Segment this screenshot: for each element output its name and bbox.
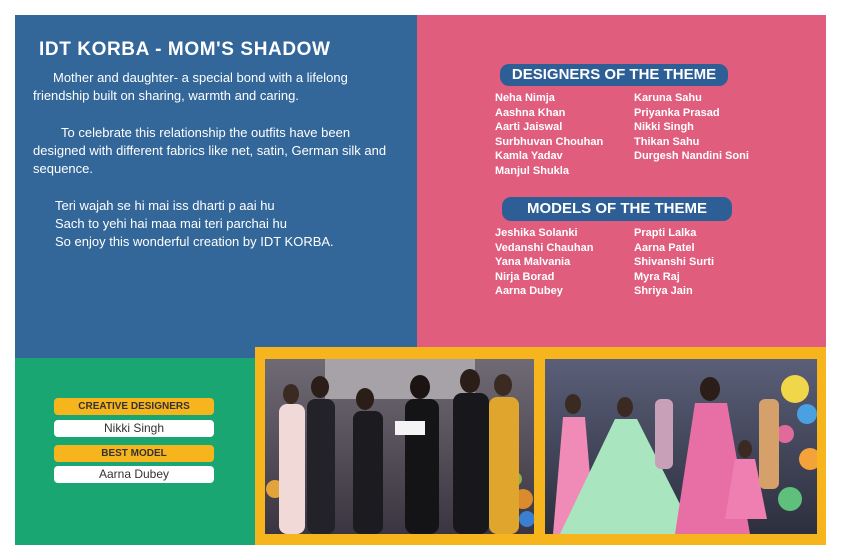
- runway-photo: [545, 359, 817, 534]
- awards-panel: [15, 358, 255, 545]
- creative-designers-name: Nikki Singh: [54, 420, 214, 437]
- designer-name: Neha Nimja: [495, 92, 555, 104]
- fabric-paragraph: To celebrate this relationship the outfits have been designed with different fabrics like net, satin, German silk and sequence.: [33, 125, 387, 176]
- model-name: Shriya Jain: [634, 285, 693, 298]
- designer-name: Karuna Sahu: [634, 92, 702, 104]
- model-name: Yana Malvania: [495, 256, 571, 269]
- model-name: Shivanshi Surti: [634, 256, 715, 269]
- designers-heading: DESIGNERS OF THE THEME: [500, 64, 728, 86]
- models-heading: MODELS OF THE THEME: [502, 197, 732, 221]
- model-name: Prapti Lalka: [634, 227, 697, 239]
- model-name: Myra Raj: [634, 270, 680, 283]
- model-name: Aarna Patel: [634, 241, 695, 254]
- best-model-name: Aarna Dubey: [54, 466, 214, 483]
- designer-name: Aarti Jaiswal: [495, 121, 563, 134]
- designer-name: Aashna Khan: [495, 106, 566, 119]
- photo-frame: [255, 347, 826, 545]
- credits-panel: [417, 15, 826, 358]
- page-title: IDT KORBA - MOM'S SHADOW: [39, 39, 331, 60]
- designers-column-1: [495, 91, 603, 179]
- models-column-2: [634, 226, 714, 299]
- model-name: Jeshika Solanki: [495, 227, 578, 239]
- designer-name: Priyanka Prasad: [634, 106, 720, 119]
- story-panel: [15, 15, 417, 358]
- model-name: Nirja Borad: [495, 270, 555, 283]
- designer-name: Kamla Yadav: [495, 150, 563, 163]
- designer-name: Thikan Sahu: [634, 135, 700, 148]
- poem: [55, 197, 334, 251]
- poem-line: Sach to yehi hai maa mai teri parchai hu: [55, 216, 287, 231]
- poem-line: Teri wajah se hi mai iss dharti p aai hu: [55, 198, 275, 213]
- best-model-label: BEST MODEL: [54, 445, 214, 462]
- poem-line: So enjoy this wonderful creation by IDT KORBA.: [55, 234, 334, 249]
- model-name: Vedanshi Chauhan: [495, 241, 594, 254]
- model-name: Aarna Dubey: [495, 285, 563, 298]
- intro-paragraph: Mother and daughter- a special bond with a lifelong friendship built on sharing, warmth and caring.: [33, 70, 348, 103]
- designer-name: Durgesh Nandini Soni: [634, 150, 749, 163]
- models-column-1: [495, 226, 593, 299]
- award-ceremony-photo: [265, 359, 534, 534]
- designer-name: Manjul Shukla: [495, 164, 569, 177]
- designers-column-2: [634, 91, 749, 164]
- designer-name: Surbhuvan Chouhan: [495, 135, 604, 148]
- creative-designers-label: CREATIVE DESIGNERS: [54, 398, 214, 415]
- designer-name: Nikki Singh: [634, 121, 694, 134]
